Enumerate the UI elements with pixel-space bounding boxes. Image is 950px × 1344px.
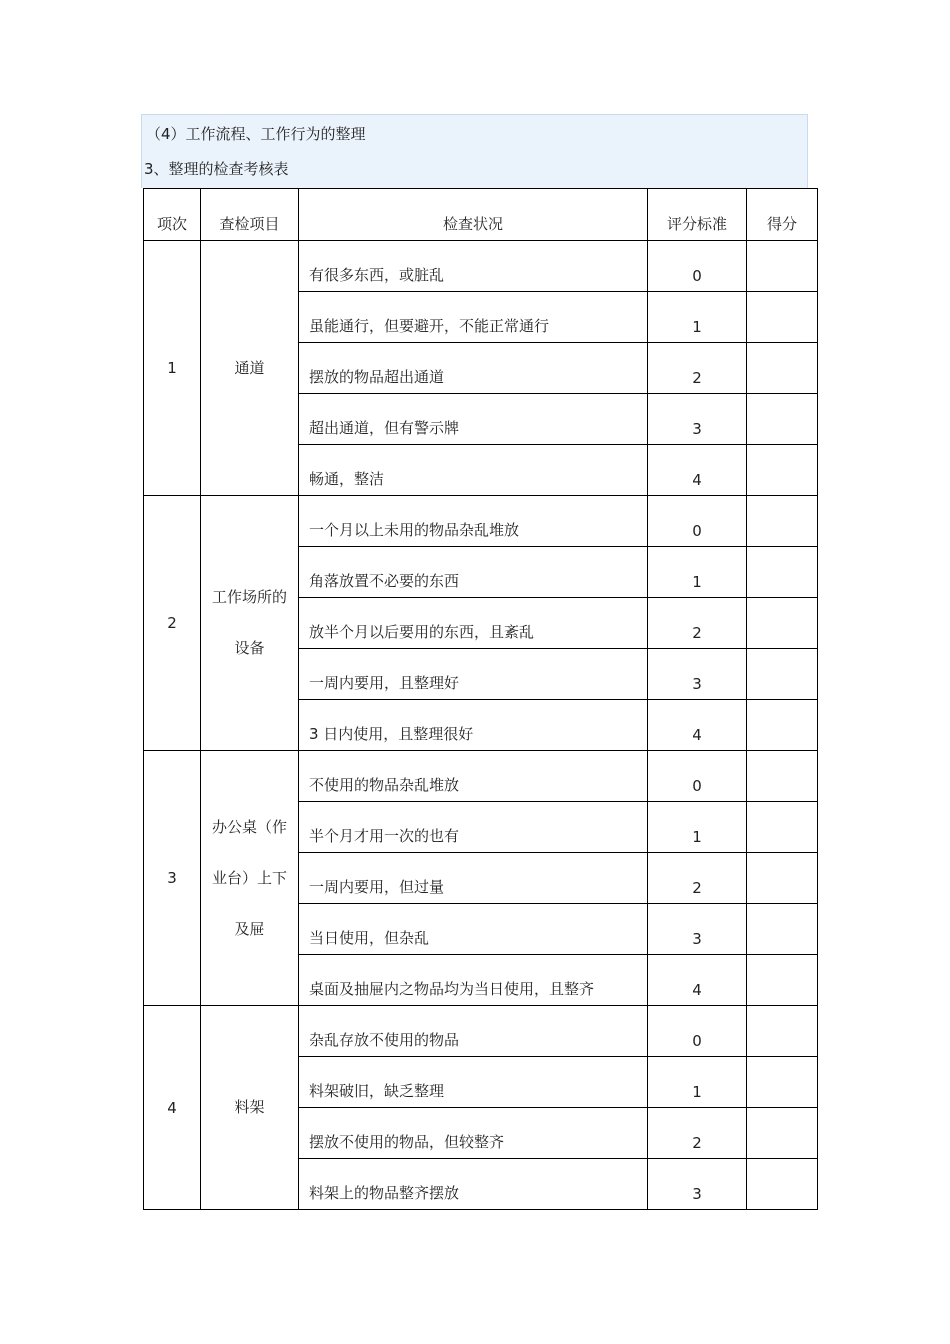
scoring-standard: 3 [648,1159,747,1210]
scoring-standard: 0 [648,1006,747,1057]
status-description: 当日使用，但杂乱 [299,904,648,955]
status-description: 3 日内使用，且整理很好 [299,700,648,751]
inspection-item [201,751,299,1006]
inspection-item [201,241,299,496]
item-number: 1 [144,241,201,496]
scoring-standard: 0 [648,496,747,547]
score-cell[interactable] [747,649,818,700]
score-cell[interactable] [747,904,818,955]
status-description: 一个月以上未用的物品杂乱堆放 [299,496,648,547]
status-description: 放半个月以后要用的东西，且紊乱 [299,598,648,649]
column-header-item: 查检项目 [201,189,299,241]
table-row [144,241,818,292]
column-header-no: 项次 [144,189,201,241]
table-row [144,751,818,802]
score-cell[interactable] [747,445,818,496]
section-subheading: （4）工作流程、工作行为的整理 [146,125,366,143]
status-description: 半个月才用一次的也有 [299,802,648,853]
status-description: 畅通，整洁 [299,445,648,496]
score-cell[interactable] [747,598,818,649]
score-cell[interactable] [747,292,818,343]
inspection-item [201,1006,299,1210]
item-number: 3 [144,751,201,1006]
table-row [144,496,818,547]
score-cell[interactable] [747,1108,818,1159]
score-cell[interactable] [747,853,818,904]
status-description: 摆放不使用的物品，但较整齐 [299,1108,648,1159]
scoring-standard: 0 [648,241,747,292]
scoring-standard: 3 [648,394,747,445]
column-header-status: 检查状况 [299,189,648,241]
score-cell[interactable] [747,343,818,394]
scoring-standard: 2 [648,1108,747,1159]
score-cell[interactable] [747,547,818,598]
table-row [144,1006,818,1057]
status-description: 虽能通行，但要避开，不能正常通行 [299,292,648,343]
scoring-standard: 2 [648,598,747,649]
inspection-item-label: 工作场所的设备 [211,588,287,657]
item-number: 2 [144,496,201,751]
scoring-standard: 1 [648,547,747,598]
scoring-standard: 2 [648,853,747,904]
inspection-item-label: 料架 [234,1098,265,1116]
score-cell[interactable] [747,496,818,547]
inspection-item-label: 通道 [234,358,265,377]
scoring-standard: 4 [648,445,747,496]
inspection-table [143,188,818,1210]
status-description: 桌面及抽屉内之物品均为当日使用，且整齐 [299,955,648,1006]
status-description: 超出通道，但有警示牌 [299,394,648,445]
score-cell[interactable] [747,802,818,853]
table-header-row [144,189,818,241]
status-description: 摆放的物品超出通道 [299,343,648,394]
status-description: 杂乱存放不使用的物品 [299,1006,648,1057]
scoring-standard: 4 [648,955,747,1006]
status-description: 有很多东西，或脏乱 [299,241,648,292]
status-description: 料架上的物品整齐摆放 [299,1159,648,1210]
status-description: 一周内要用，但过量 [299,853,648,904]
scoring-standard: 3 [648,904,747,955]
item-number: 4 [144,1006,201,1210]
status-description: 一周内要用，且整理好 [299,649,648,700]
status-description: 角落放置不必要的东西 [299,547,648,598]
scoring-standard: 1 [648,292,747,343]
inspection-item [201,496,299,751]
score-cell[interactable] [747,700,818,751]
column-header-standard: 评分标准 [648,189,747,241]
score-cell[interactable] [747,1057,818,1108]
score-cell[interactable] [747,751,818,802]
scoring-standard: 1 [648,802,747,853]
scoring-standard: 0 [648,751,747,802]
score-cell[interactable] [747,241,818,292]
inspection-item-label: 办公桌（作业台）上下及屉 [211,817,287,938]
score-cell[interactable] [747,1159,818,1210]
scoring-standard: 4 [648,700,747,751]
score-cell[interactable] [747,1006,818,1057]
score-cell[interactable] [747,955,818,1006]
scoring-standard: 3 [648,649,747,700]
status-description: 不使用的物品杂乱堆放 [299,751,648,802]
score-cell[interactable] [747,394,818,445]
column-header-score: 得分 [747,189,818,241]
scoring-standard: 2 [648,343,747,394]
status-description: 料架破旧，缺乏整理 [299,1057,648,1108]
table-title: 3、整理的检查考核表 [144,160,289,178]
scoring-standard: 1 [648,1057,747,1108]
